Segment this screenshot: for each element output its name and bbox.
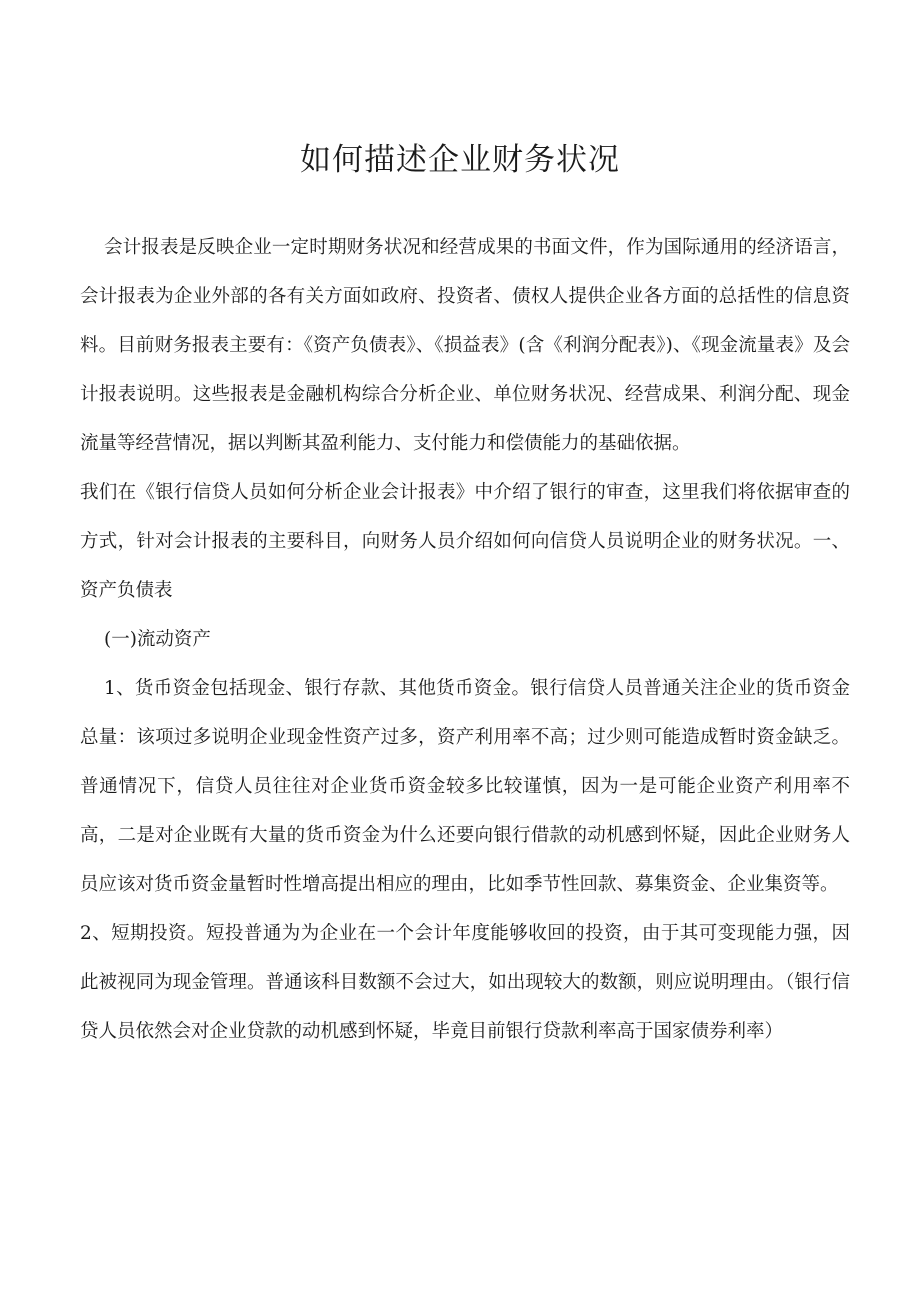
paragraph-context: 我们在《银行信贷人员如何分析企业会计报表》中介绍了银行的审查，这里我们将依据审查的方式，针对会计报表的主要科目，向财务人员介绍如何向信贷人员说明企业的财务状况。一、资产负债表 <box>80 482 850 601</box>
page-title: 如何描述企业财务状况 <box>300 142 620 178</box>
section-heading-current-assets: (一)流动资产 <box>104 629 211 650</box>
paragraph-short-term-investment: 2、短期投资。短投普通为为企业在一个会计年度能够收回的投资，由于其可变现能力强，因此被视同为现金管理。普通该科目数额不会过大，如出现较大的数额，则应说明理由。（银行信贷人员依然会对企业贷款的动机感到怀疑，毕竟目前银行贷款利率高于国家债券利率） <box>80 923 850 1042</box>
document-body <box>80 223 850 1056</box>
paragraph-intro: 会计报表是反映企业一定时期财务状况和经营成果的书面文件，作为国际通用的经济语言，会计报表为企业外部的各有关方面如政府、投资者、债权人提供企业各方面的总括性的信息资料。目前财务报表主要有：《资产负债表》、《损益表》(含《利润分配表》)、《现金流量表》及会计报表说明。这些报表是金融机构综合分析企业、单位财务状况、经营成果、利润分配、现金流量等经营情况，据以判断其盈利能力、支付能力和偿债能力的基础依据。 <box>80 237 850 454</box>
paragraph-monetary-funds: 1、货币资金包括现金、银行存款、其他货币资金。银行信贷人员普通关注企业的货币资金总量：该项过多说明企业现金性资产过多，资产利用率不高；过少则可能造成暂时资金缺乏。普通情况下，信贷人员往往对企业货币资金较多比较谨慎，因为一是可能企业资产利用率不高，二是对企业既有大量的货币资金为什么还要向银行借款的动机感到怀疑，因此企业财务人员应该对货币资金量暂时性增高提出相应的理由，比如季节性回款、募集资金、企业集资等。 <box>80 678 850 895</box>
